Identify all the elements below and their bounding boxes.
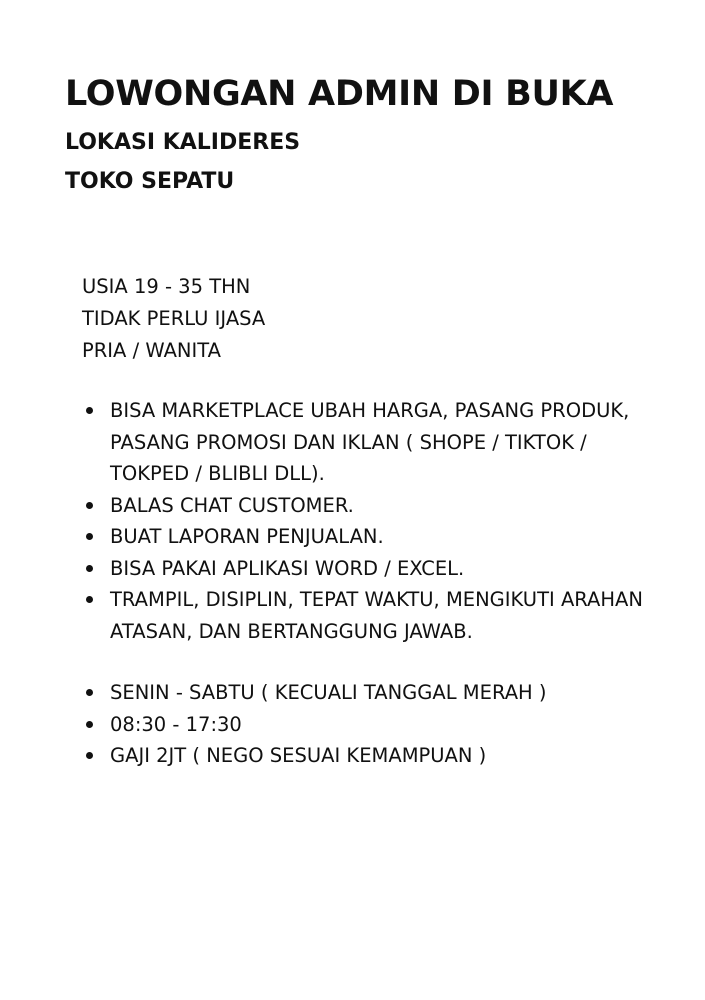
duties-list (82, 395, 672, 647)
requirement-diploma: TIDAK PERLU IJASA (82, 307, 266, 330)
duty-text: TRAMPIL, DISIPLIN, TEPAT WAKTU, MENGIKUTI ARAHAN ATASAN, DAN BERTANGGUNG JAWAB. (110, 588, 643, 643)
duty-item (82, 584, 672, 647)
duty-item (82, 490, 672, 522)
duty-item (82, 521, 672, 553)
duty-text: BISA PAKAI APLIKASI WORD / EXCEL. (110, 556, 465, 580)
bullet-icon (86, 565, 93, 572)
schedule-text: SENIN - SABTU ( KECUALI TANGGAL MERAH ) (110, 681, 547, 704)
schedule-text: 08:30 - 17:30 (110, 712, 242, 736)
requirement-age: USIA 19 - 35 THN (82, 275, 251, 298)
shop-line: TOKO SEPATU (65, 169, 235, 194)
bullet-icon (86, 689, 93, 696)
schedule-item-hours (82, 709, 672, 741)
poster-title: LOWONGAN ADMIN DI BUKA (65, 74, 614, 114)
bullet-icon (86, 752, 93, 759)
location-line: LOKASI KALIDERES (65, 130, 301, 155)
duty-text: BISA MARKETPLACE UBAH HARGA, PASANG PRODUK, PASANG PROMOSI DAN IKLAN ( SHOPE / TIKTOK / TOKPED / BLIBLI DLL). (110, 399, 630, 485)
bullet-icon (86, 407, 93, 414)
duty-item (82, 553, 672, 585)
duty-text: BALAS CHAT CUSTOMER. (110, 493, 354, 517)
schedule-list (82, 677, 672, 772)
schedule-text: GAJI 2JT ( NEGO SESUAI KEMAMPUAN ) (110, 744, 487, 767)
duty-text: BUAT LAPORAN PENJUALAN. (110, 525, 384, 548)
schedule-item-salary (82, 740, 672, 772)
schedule-item-days (82, 677, 672, 709)
bullet-icon (86, 721, 93, 728)
bullet-icon (86, 533, 93, 540)
requirements-block (82, 271, 265, 367)
bullet-icon (86, 596, 93, 603)
duty-item (82, 395, 672, 490)
requirement-gender: PRIA / WANITA (82, 339, 221, 362)
bullet-icon (86, 502, 93, 509)
